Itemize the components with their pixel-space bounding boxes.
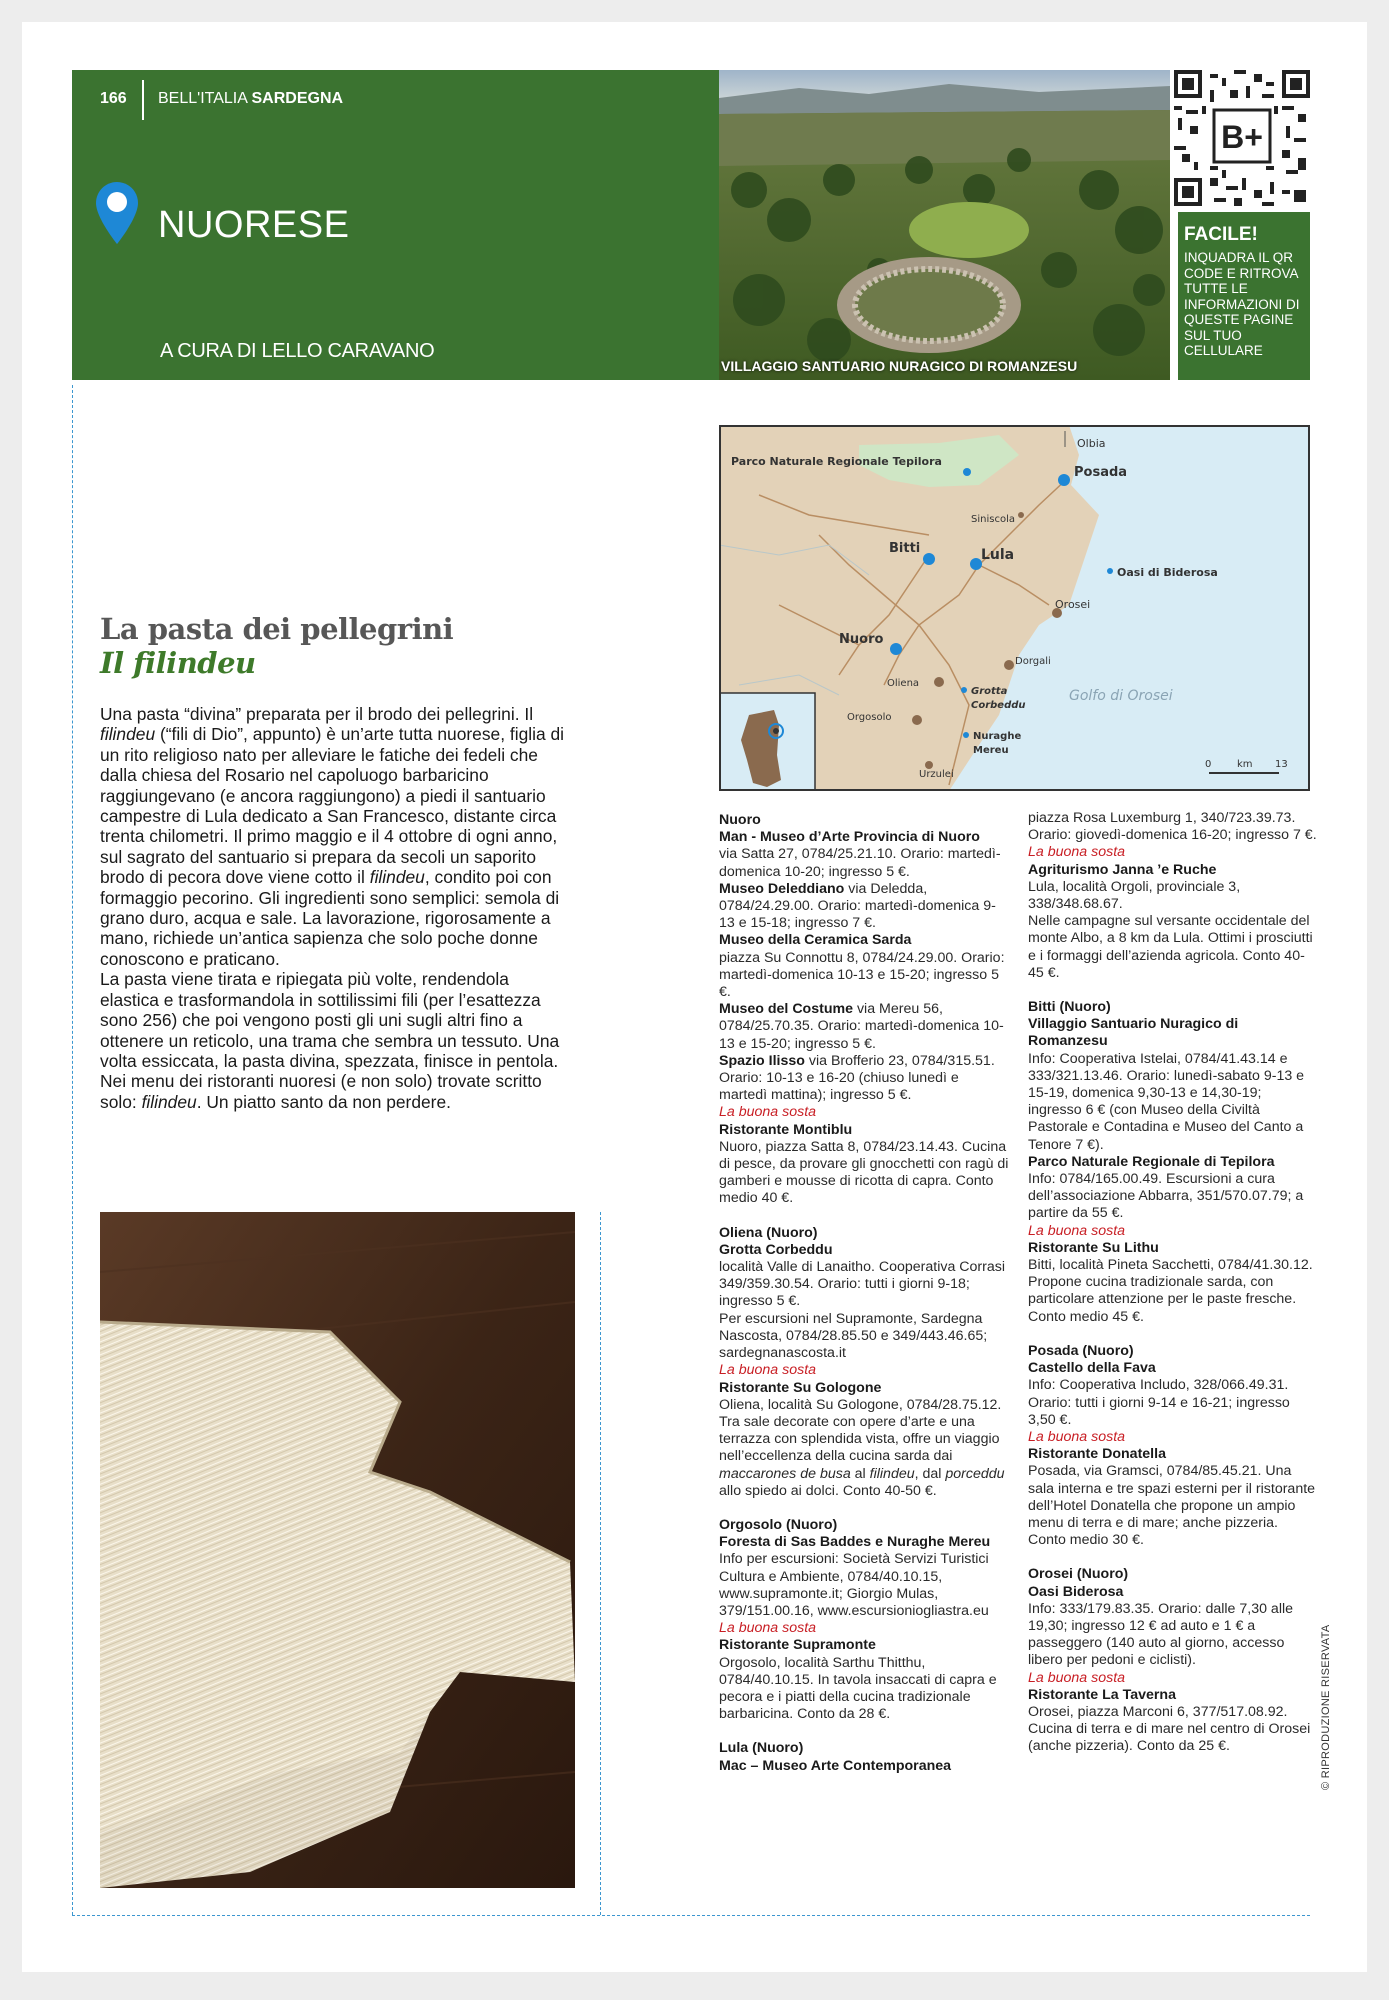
map-dot-siniscola[interactable] [1018,512,1024,518]
town-heading: Lula (Nuoro) [719,1740,804,1757]
map-label-oasi: Oasi di Biderosa [1117,566,1218,579]
buona-sosta-label: La buona sosta [1028,1669,1126,1686]
venue-entry: Spazio Ilisso via Brofferio 23, 0784/315.51. Orario: 10-13 e 16-20 (chiuso lunedì e martedì mattina); ingresso 5 €. [719,1052,995,1104]
venue-info: Bitti, località Pineta Sacchetti, 0784/41.30.12. [1028,1257,1313,1274]
photo-caption: VILLAGGIO SANTUARIO NURAGICO DI ROMANZESU [721,358,1078,374]
map-label-orgosolo: Orgosolo [847,712,892,723]
venue-info: Orgosolo, località Sarthu Thitthu, 0784/40.10.15. In tavola insaccati di capra e pecora e i piatti della cucina tradizionale barbaricina. Conto da 28 €. [719,1654,997,1723]
qr-info-title: FACILE! [1184,224,1258,245]
venue-info: Nelle campagne sul versante occidentale del monte Albo, a 8 km da Lula. Ottimi i prosciutti e i formaggi dell’azienda agricola. Conto 40-45 €. [1028,913,1313,981]
inner-guide-line [600,1212,601,1915]
venue-info: Cucina di terra e di mare nel centro di Orosei (anche pizzeria). Conto da 25 €. [1028,1721,1311,1755]
town-heading: Oliena (Nuoro) [719,1224,818,1241]
buona-sosta-label: La buona sosta [719,1104,817,1121]
buona-sosta-label: La buona sosta [719,1620,817,1637]
bottom-guide-line [72,1915,1310,1916]
venue-info: Oliena, località Su Gologone, 0784/28.75.12. [719,1396,1002,1413]
venue-info: piazza Rosa Luxemburg 1, 340/723.39.73. Orario: giovedì-domenica 16-20; ingresso 7 €. [1028,810,1317,844]
page-number: 166 [100,90,127,107]
section-header [72,70,719,380]
region-title: NUORESE [158,204,350,246]
venue-info: Info: Cooperativa Includo, 328/066.49.31. Orario: tutti i giorni 9-14 e 16-21; ingresso 3,50 €. [1028,1377,1290,1428]
map-label-olbia: Olbia [1077,437,1106,450]
svg-text:km: km [1237,759,1253,770]
venue-name: Ristorante Su Lithu [1028,1239,1159,1256]
map-dot-oliena[interactable] [934,677,944,687]
venue-info: Posada, via Gramsci, 0784/85.45.21. Una sala interna e tre spazi esterni per il ristorante dell’Hotel Donatella che propone un ampio menu di terra e di mare; anche pizzeria. Conto medio 30 €. [1028,1463,1316,1549]
map-dot-urzulei[interactable] [925,761,933,769]
map-label-bitti: Bitti [889,541,921,556]
article-body [100,704,570,1112]
venue-info: Orosei, piazza Marconi 6, 377/517.08.92. [1028,1703,1288,1720]
venue-name: Villaggio Santuario Nuragico di Romanzesu [1028,1016,1239,1050]
map-label-golfo: Golfo di Orosei [1069,688,1173,704]
qr-info-box [1178,212,1310,380]
landscape-illustration [719,70,1170,380]
venue-info: Info: Cooperativa Istelai, 0784/41.43.14 e 333/321.13.46. Orario: lunedì-sabato 9-13 e 15-19, domenica 9,30-13 e 14,30-19; ingresso 6 € (con Museo della Civiltà Pastorale e Contadina e Museo del Canto a Tenore 7 €). [1028,1050,1305,1153]
venue-name: Man - Museo d’Arte Provincia di Nuoro [719,829,980,846]
qr-info-text: INQUADRA IL QR CODE E RITROVA TUTTE LE INFORMAZIONI DI QUESTE PAGINE SUL TUO CELLULARE [1184,250,1300,358]
filindeu-illustration [100,1212,575,1888]
venue-info: Tra sale decorate con opere d’arte e una terrazza con splendida vista, offre un viaggio nell’eccellenza della cucina sarda dai maccarones de busa al filindeu, dal porceddu allo spiedo ai dolci. Conto 40-50 €. [719,1413,1005,1499]
town-heading: Posada (Nuoro) [1028,1342,1134,1359]
town-heading: Nuoro [719,812,761,828]
map-label-dorgali: Dorgali [1015,656,1051,667]
venue-info: Info: 0784/165.00.49. Escursioni a cura dell’associazione Abbarra, 351/570.07.79; a partire da 55 €. [1028,1171,1304,1222]
copyright-notice: © RIPRODUZIONE RISERVATA [1320,1624,1332,1790]
venue-info: Info: 333/179.83.35. Orario: dalle 7,30 alle 19,30; ingresso 12 € ad auto e 1 € a passeggero (140 auto al giorno, accesso libero per pedoni e ciclisti). [1028,1600,1294,1669]
venue-info: piazza Su Connottu 8, 0784/24.29.00. Orario: martedì-domenica 10-13 e 15-20; ingresso 5 €. [719,949,1005,1001]
venue-info: Lula, località Orgoli, provinciale 3, 338/348.68.67. [1028,878,1241,913]
article-paragraph: La pasta viene tirata e ripiegata più volte, rendendola elastica e trasformandola in sottilissimi fili (per l’esattezza sono 256) che poi vengono posti gli uni sugli altri fino a ottenere un reticolo, una trama che sembra un tessuto. Una volta essiccata, la pasta divina, spezzata, finisce in pentola. Nei menu dei ristoranti nuoresi (e non solo) trovate scritto solo: filindeu. Un piatto santo da non perdere. [100,969,560,1112]
venue-name: Ristorante Su Gologone [719,1379,882,1396]
map-dot-tepilora[interactable] [963,468,971,476]
listings-column-left [719,812,1009,1775]
map-dot-dorgali[interactable] [1004,660,1014,670]
qr-code[interactable] [1174,70,1310,206]
map-dot-oasi[interactable] [1107,568,1113,574]
left-guide-line [72,385,73,1915]
map-dot-bitti[interactable] [923,553,935,565]
header-divider [142,80,144,120]
romanzesu-photo [719,70,1170,380]
map-label-lula: Lula [981,547,1015,563]
venue-name: Mac – Museo Arte Contemporanea [719,1757,952,1774]
map-dot-posada[interactable] [1058,474,1070,486]
venue-name: Ristorante La Taverna [1028,1686,1176,1703]
map-label-posada: Posada [1074,465,1128,480]
svg-text:13: 13 [1275,759,1288,770]
map-label-mereu: Mereu [973,745,1009,756]
curator-credit: A CURA DI LELLO CARAVANO [160,340,435,362]
venue-name: Parco Naturale Regionale di Tepilora [1028,1153,1275,1170]
venue-entry: Museo Deleddiano via Deledda, 0784/24.29.00. Orario: martedì-domenica 9-13 e 15-18; ingresso 7 €. [719,880,996,932]
map-dot-nuraghe[interactable] [963,732,969,738]
buona-sosta-label: La buona sosta [1028,1428,1126,1445]
map-label-urzulei: Urzulei [919,769,954,780]
qr-badge: B+ [1221,119,1263,155]
venue-info: Per escursioni nel Supramonte, Sardegna Nascosta, 0784/28.85.50 e 349/443.46.65; sardegnanascosta.it [719,1310,988,1362]
magazine-prefix: BELL'ITALIA [158,90,248,107]
town-heading: Orosei (Nuoro) [1028,1566,1129,1583]
town-heading: Bitti (Nuoro) [1028,999,1111,1016]
buona-sosta-label: La buona sosta [719,1362,817,1379]
buona-sosta-label: La buona sosta [1028,844,1126,861]
venue-entry: Museo del Costume via Mereu 56, 0784/25.70.35. Orario: martedì-domenica 10-13 e 15-20; ingresso 5 €. [719,1001,1004,1052]
article-paragraph: Una pasta “divina” preparata per il brodo dei pellegrini. Il filindeu (“fili di Dio”, appunto) è un’arte tutta nuorese, figlia di un rito religioso nato per alleviare le fatiche dei fedeli che dalla chiesa del Rosario nel capoluogo barbaricino raggiungevano (e ancora raggiungono) a piedi il santuario campestre di Lula dedicato a San Francesco, distante circa trenta chilometri. Il primo maggio e il 4 ottobre di ogni anno, sul sagrato del santuario si prepara da secoli un saporito brodo di pecora dove viene cotto il filindeu, condito poi con formaggio pecorino. Gli ingredienti sono semplici: semola di grano duro, acqua e sale. La lavorazione, rigorosamente a mano, richiede un’antica sapienza che solo poche donne conoscono e praticano. [100,704,565,969]
map-dot-nuoro[interactable] [890,643,902,655]
venue-name: Castello della Fava [1028,1360,1156,1377]
area-map[interactable] [719,425,1310,791]
map-dot-orgosolo[interactable] [912,715,922,725]
map-label-siniscola: Siniscola [971,514,1015,525]
town-heading: Orgosolo (Nuoro) [719,1516,838,1533]
venue-name: Ristorante Supramonte [719,1637,876,1654]
svg-text:0: 0 [1205,759,1212,770]
map-label-oliena: Oliena [887,678,920,689]
venue-name: Ristorante Donatella [1028,1446,1166,1463]
map-label-nuraghe: Nuraghe [973,731,1022,742]
map-label-grotta: Grotta [971,686,1008,697]
magazine-section: SARDEGNA [251,90,344,107]
article-title: La pasta dei pellegrini [100,612,454,646]
map-label-nuoro: Nuoro [839,632,884,647]
map-label-tepilora: Parco Naturale Regionale Tepilora [731,455,942,468]
article-subtitle: Il filindeu [100,646,256,680]
venue-info: Propone cucina tradizionale sarda, con particolare attenzione per le paste fresche. Conto medio 45 €. [1028,1274,1297,1325]
listings-column-right [1028,810,1318,1756]
venue-name: Foresta di Sas Baddes e Nuraghe Mereu [719,1534,991,1551]
venue-name: Ristorante Montiblu [719,1121,853,1138]
venue-name: Agriturismo Janna ’e Ruche [1028,861,1217,878]
sardinia-inset [719,693,815,791]
venue-info: via Satta 27, 0784/25.21.10. Orario: martedì-domenica 10-20; ingresso 5 €. [719,846,1001,880]
venue-name: Oasi Biderosa [1028,1583,1124,1600]
qr-code-icon [1174,70,1310,206]
location-pin-icon [96,182,138,244]
venue-name: Museo della Ceramica Sarda [719,932,912,949]
filindeu-photo [100,1212,575,1888]
map-canvas [719,425,1310,791]
magazine-title [158,90,343,108]
venue-info: Info per escursioni: Società Servizi Turistici Cultura e Ambiente, 0784/40.10.15, www.supramonte.it; Giorgio Mulas, 379/151.00.16, www.escursioniogliastra.eu [719,1551,989,1619]
map-label-corbeddu: Corbeddu [971,700,1026,711]
venue-name: Grotta Corbeddu [719,1241,833,1258]
venue-info: località Valle di Lanaitho. Cooperativa Corrasi 349/359.30.54. Orario: tutti i giorni 9-18; ingresso 5 €. [719,1259,1006,1310]
venue-info: Nuoro, piazza Satta 8, 0784/23.14.43. Cucina di pesce, da provare gli gnocchetti con ragù di gamberi e mousse di ricotta di capra. Conto medio 40 €. [719,1138,1009,1207]
map-dot-grotta[interactable] [961,687,967,693]
map-label-orosei: Orosei [1055,598,1091,611]
buona-sosta-label: La buona sosta [1028,1222,1126,1239]
